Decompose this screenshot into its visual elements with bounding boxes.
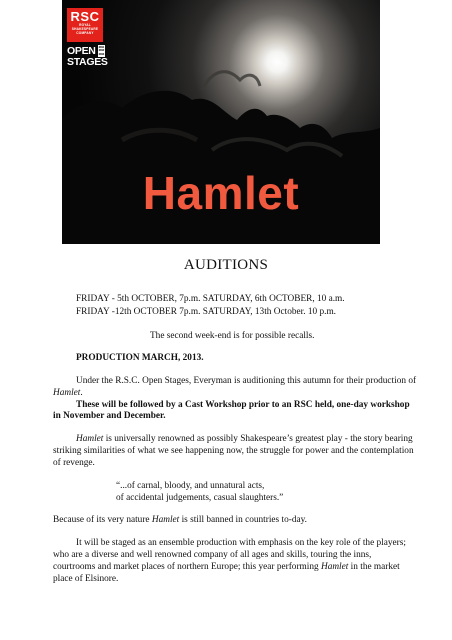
page-heading: AUDITIONS	[183, 257, 269, 273]
dates-line-1: FRIDAY - 5th OCTOBER, 7p.m. SATURDAY, 6th OCTOBER, 10 a.m.	[76, 294, 345, 304]
rsc-logo-subtitle-1: ROYAL	[79, 23, 91, 27]
open-stages-logo	[67, 44, 108, 68]
play-title: Hamlet	[320, 562, 349, 572]
recalls-note: The second week-end is for possible recalls.	[150, 331, 315, 341]
banned-start: Because of its very nature	[53, 515, 152, 525]
dates-line-2: FRIDAY -12th OCTOBER 7p.m. SATURDAY, 13th October. 10 p.m.	[76, 307, 336, 317]
paragraph-1-line-1: Under the R.S.C. Open Stages, Everyman is auditioning this autumn for their production of	[76, 376, 417, 386]
paragraph-1-end: .	[80, 388, 83, 398]
rsc-logo-subtitle-2: SHAKESPEARE	[71, 27, 99, 31]
paragraph-3-line-3-end: in the market	[348, 562, 400, 572]
play-title: Hamlet	[53, 388, 81, 398]
poster-title: Hamlet	[142, 167, 300, 219]
quote-line-2: of accidental judgements, casual slaughters.”	[116, 493, 284, 503]
rsc-open-stages-logo	[67, 8, 108, 74]
play-title: Hamlet	[151, 515, 180, 525]
quote-line-1: “...of carnal, bloody, and unnatural acts,	[116, 481, 265, 491]
open-stages-tag-3: 2013	[98, 51, 105, 56]
poster-image	[62, 0, 380, 244]
paragraph-2-line-2: striking similarities of what we see happening now, the struggle for power and the contemplation	[53, 446, 414, 456]
banned-line	[53, 515, 307, 527]
workshop-line-1: These will be followed by a Cast Workshop prior to an RSC held, one-day workshop	[76, 400, 410, 410]
paragraph-3-line-4: place of Elsinore.	[53, 574, 119, 584]
paragraph-3-line-3-start: courtrooms and market places of northern Europe; this year performing	[53, 562, 321, 572]
workshop-line-2: in November and December.	[53, 411, 166, 421]
rsc-logo	[67, 8, 103, 42]
paragraph-3-line-1: It will be staged as an ensemble production with emphasis on the key role of the players;	[76, 538, 406, 548]
paragraph-2-line-1	[76, 434, 413, 446]
rsc-logo-text: RSC	[70, 9, 100, 24]
play-title: Hamlet	[76, 434, 104, 444]
open-stages-tag-2: 2012	[98, 48, 105, 53]
open-stages-stages: STAGES	[67, 55, 108, 68]
paragraph-2-text-1: is universally renowned as possibly Shakespeare’s greatest play - the story bearing	[103, 434, 413, 444]
paragraph-2-line-3: of revenge.	[53, 458, 95, 468]
production-date: PRODUCTION MARCH, 2013.	[76, 353, 204, 363]
paragraph-3-line-3	[53, 562, 400, 574]
rsc-logo-subtitle-3: COMPANY	[76, 31, 94, 35]
open-stages-open: OPEN	[67, 44, 96, 57]
banned-end: is still banned in countries to-day.	[179, 515, 307, 525]
open-stages-tag-1: 2011	[98, 45, 104, 49]
paragraph-1-line-2	[53, 388, 83, 400]
paragraph-3-line-2: who are a diverse and well renowned company of all ages and skills, touring the inns,	[53, 550, 372, 560]
